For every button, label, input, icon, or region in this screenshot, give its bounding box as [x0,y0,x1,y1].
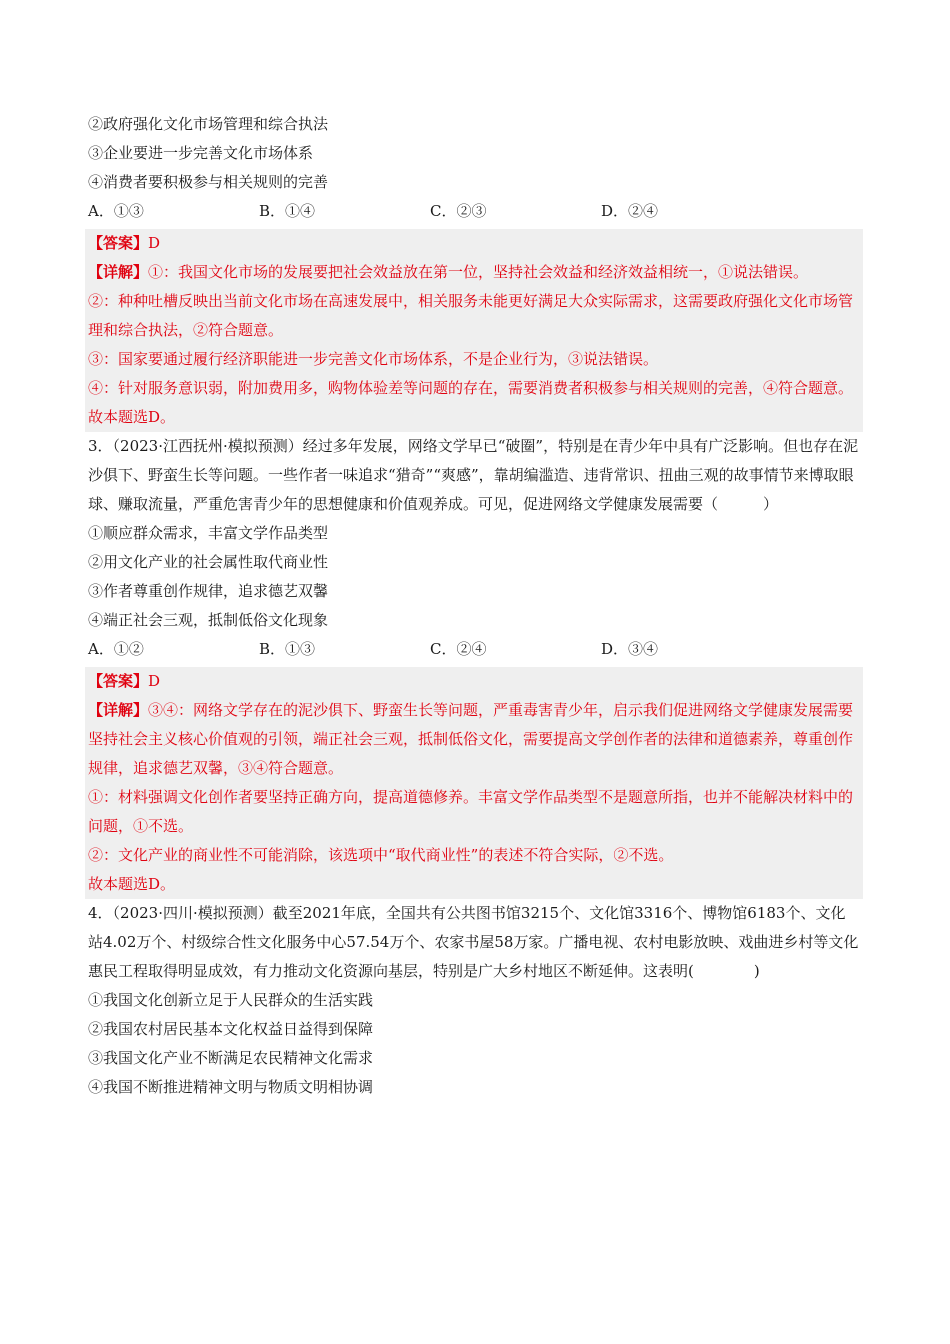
q4-statement-4: ④我国不断推进精神文明与物质文明相协调 [88,1078,374,1096]
q2-detail-label: 【详解】 [88,263,149,281]
q3-detail-3: ②：文化产业的商业性不可能消除，该选项中“取代商业性”的表述不符合实际，②不选。 [88,846,674,864]
q2-detail-2: ②：种种吐槽反映出当前文化市场在高速发展中，相关服务未能更好满足大众实际需求，这需要政府强化文化市场管理和综合执法，②符合题意。 [88,292,854,339]
q3-options [88,635,860,664]
q2-statement-3: ③企业要进一步完善文化市场体系 [88,144,314,162]
q2-option-a: A．①③ [88,202,144,220]
q3-stem: 3．（2023·江西抚州·模拟预测）经过多年发展，网络文学早已“破圈”，特别是在青少年中具有广泛影响。但也存在泥沙俱下、野蛮生长等问题。一些作者一味追求“猎奇”“爽感”，靠胡编滥造、违背常识、扭曲三观的故事情节来博取眼球、赚取流量，严重危害青少年的思想健康和价值观养成。可见，促进网络文学健康发展需要（ ） [88,437,859,513]
q4-stem: 4．（2023·四川·模拟预测）截至2021年底，全国共有公共图书馆3215个、文化馆3316个、博物馆6183个、文化站4.02万个、村级综合性文化服务中心57.54万个、农家书屋58万家。广播电视、农村电影放映、戏曲进乡村等文化惠民工程取得明显成效，有力推动文化资源向基层，特别是广大乡村地区不断延伸。这表明( ) [88,904,859,980]
q3-detail-conclusion: 故本题选D。 [88,875,176,893]
q2-options [88,197,860,226]
q3-option-a: A．①② [88,640,144,658]
q3-statement-4: ④端正社会三观，抵制低俗文化现象 [88,611,329,629]
q3-option-b: B．①③ [259,640,316,658]
q4-statement-3: ③我国文化产业不断满足农民精神文化需求 [88,1049,374,1067]
q2-detail-conclusion: 故本题选D。 [88,408,176,426]
q3-detail-label: 【详解】 [88,701,149,719]
q4-statement-2: ②我国农村居民基本文化权益日益得到保障 [88,1020,374,1038]
q2-option-b: B．①④ [259,202,316,220]
document-page [88,110,860,1102]
q2-detail-1 [88,258,860,287]
q3-option-c: C．②④ [430,640,487,658]
q3-detail-2: ①：材料强调文化创作者要坚持正确方向，提高道德修养。丰富文学作品类型不是题意所指，也并不能解决材料中的问题，①不选。 [88,788,854,835]
q4-statement-1: ①我国文化创新立足于人民群众的生活实践 [88,991,374,1009]
q3-answer-line [88,667,860,696]
q3-statement-2: ②用文化产业的社会属性取代商业性 [88,553,329,571]
q3-option-d: D．③④ [601,640,659,658]
q3-statement-3: ③作者尊重创作规律，追求德艺双馨 [88,582,329,600]
q2-detail-4: ④：针对服务意识弱，附加费用多，购物体验差等问题的存在，需要消费者积极参与相关规则的完善，④符合题意。 [88,379,854,397]
q3-detail-1 [88,696,860,783]
q3-answer-value: D [148,672,161,690]
q2-answer-line [88,229,860,258]
q2-statement-2: ②政府强化文化市场管理和综合执法 [88,115,329,133]
q3-answer-label: 【答案】 [88,672,149,690]
q2-answer-block [85,229,863,432]
q2-answer-label: 【答案】 [88,234,149,252]
q2-option-d: D．②④ [601,202,659,220]
q3-answer-block [85,667,863,899]
q2-detail-3: ③：国家要通过履行经济职能进一步完善文化市场体系，不是企业行为，③说法错误。 [88,350,659,368]
q2-statement-4: ④消费者要积极参与相关规则的完善 [88,173,329,191]
q3-statement-1: ①顺应群众需求，丰富文学作品类型 [88,524,329,542]
q2-option-c: C．②③ [430,202,487,220]
q2-detail-1-text: ①：我国文化市场的发展要把社会效益放在第一位，坚持社会效益和经济效益相统一，①说法错误。 [148,263,809,281]
q2-answer-value: D [148,234,161,252]
q3-detail-1-text: ③④：网络文学存在的泥沙俱下、野蛮生长等问题，严重毒害青少年，启示我们促进网络文学健康发展需要坚持社会主义核心价值观的引领，端正社会三观，抵制低俗文化，需要提高文学创作者的法律和道德素养，尊重创作规律，追求德艺双馨，③④符合题意。 [88,701,854,777]
